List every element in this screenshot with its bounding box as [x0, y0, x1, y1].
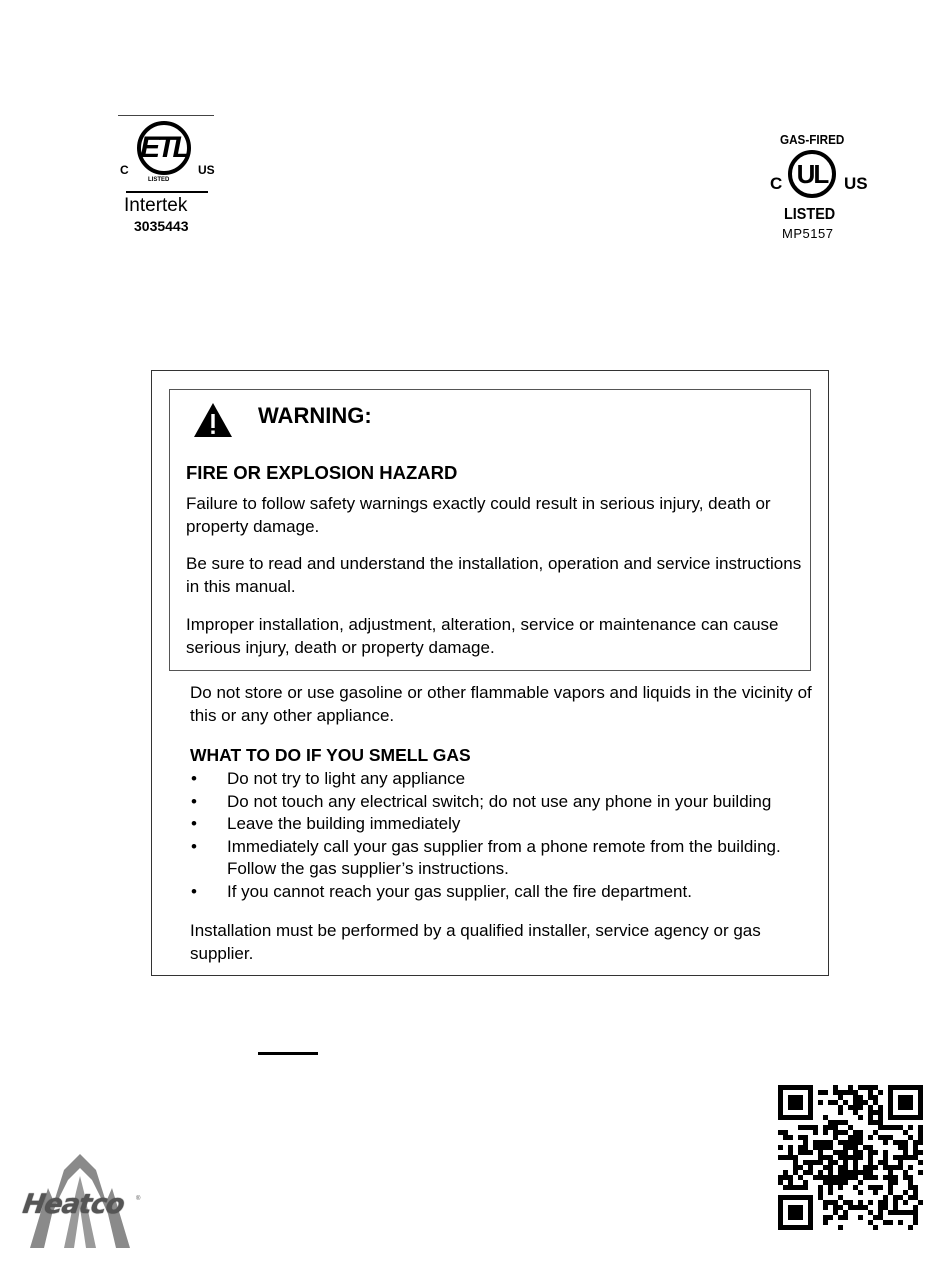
- list-item: [190, 836, 826, 881]
- ul-listed-label: LISTED: [784, 206, 836, 223]
- heatco-wordmark: Heatco: [20, 1189, 126, 1220]
- list-item-text: Leave the building immediately: [227, 814, 461, 833]
- list-item-text: If you cannot reach your gas supplier, call the fire department.: [227, 881, 692, 901]
- storage-note: Do not store or use gasoline or other flammable vapors and liquids in the vicinity of this or any other appliance.: [190, 683, 812, 725]
- list-item: [190, 791, 826, 814]
- hazard-panel: [169, 389, 811, 671]
- etl-listed-mark: [118, 115, 218, 240]
- bullet-icon: •: [191, 791, 197, 811]
- etl-rule: [126, 191, 208, 193]
- hazard-paragraph: Improper installation, adjustment, alteration, service or maintenance can cause serious injury, death or property damage.: [186, 615, 779, 657]
- install-note: Installation must be performed by a qualified installer, service agency or gas supplier.: [190, 921, 761, 963]
- list-item: [190, 813, 826, 836]
- etl-country-us: US: [198, 163, 215, 177]
- hazard-heading: FIRE OR EXPLOSION HAZARD: [186, 462, 458, 483]
- ul-number: MP5157: [782, 226, 834, 241]
- etl-country-c: C: [120, 163, 129, 177]
- bullet-icon: •: [191, 881, 197, 901]
- bullet-icon: •: [191, 769, 197, 788]
- qr-code-icon: [778, 1085, 923, 1230]
- etl-listed-label: LISTED: [148, 177, 170, 183]
- etl-letters: ETL: [140, 131, 188, 164]
- ul-country-c: C: [770, 174, 783, 193]
- bullet-icon: •: [191, 836, 197, 856]
- ul-gas-fired-label: GAS-FIRED: [780, 132, 845, 147]
- ul-country-us: US: [844, 174, 868, 193]
- list-item-text: Do not touch any electrical switch; do not use any phone in your building: [227, 791, 772, 811]
- short-rule: [258, 1052, 318, 1055]
- trademark-mark: ®: [136, 1196, 141, 1202]
- warning-triangle-icon: [193, 402, 233, 438]
- warning-title: WARNING:: [258, 403, 372, 428]
- smell-gas-list: [190, 768, 826, 903]
- etl-number: 3035443: [134, 218, 189, 234]
- etl-company: Intertek: [124, 195, 188, 216]
- warning-box: [151, 370, 829, 976]
- heatco-logo-icon: [20, 1152, 145, 1252]
- etl-top-rule: [118, 115, 214, 116]
- ul-listed-mark: [768, 130, 878, 245]
- ul-letters: UL: [796, 158, 828, 189]
- list-item-text: Do not try to light any appliance: [227, 769, 466, 788]
- smell-gas-heading: WHAT TO DO IF YOU SMELL GAS: [190, 745, 471, 765]
- bullet-icon: •: [191, 814, 197, 833]
- hazard-paragraph: Failure to follow safety warnings exactly could result in serious injury, death or property damage.: [186, 494, 771, 536]
- list-item: [190, 881, 826, 904]
- hazard-paragraph: Be sure to read and understand the installation, operation and service instructions in this manual.: [186, 554, 802, 596]
- list-item-text: Immediately call your gas supplier from a phone remote from the building. Follow the gas supplier’s instructions.: [227, 836, 781, 878]
- list-item: [190, 768, 826, 791]
